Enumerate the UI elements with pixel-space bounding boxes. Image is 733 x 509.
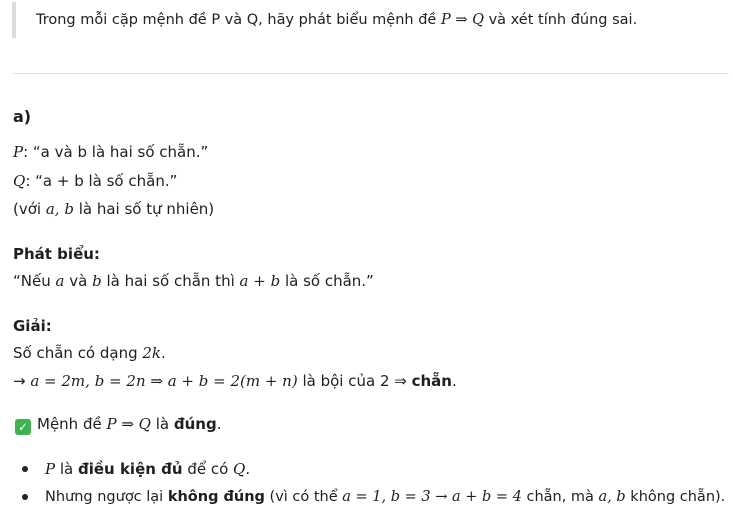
condition-note: (với a, b là hai số tự nhiên) — [13, 200, 215, 218]
proposition-q: Q: “a + b là số chẵn.” — [13, 172, 178, 190]
giai-heading: Giải: — [13, 317, 52, 335]
bullet-dot — [22, 494, 28, 500]
verdict-line: ✓ Mệnh đề P ⇒ Q là đúng. — [15, 414, 222, 435]
proposition-p: P: “a và b là hai số chẵn.” — [13, 143, 209, 161]
phatbieu-heading: Phát biểu: — [13, 245, 100, 263]
section-divider — [12, 73, 729, 74]
phatbieu-statement: “Nếu a và b là hai số chẵn thì a + b là số chẵn.” — [13, 272, 374, 290]
check-icon: ✓ — [15, 419, 31, 435]
list-item: P là điều kiện đủ để có Q. — [45, 460, 251, 478]
implication-math: P ⇒ Q — [440, 12, 484, 28]
section-label: a) — [13, 107, 32, 126]
bullet-dot — [22, 466, 28, 472]
giai-line-1: Số chẵn có dạng 2k. — [13, 344, 166, 362]
task-quote — [12, 2, 637, 38]
giai-line-2: → a = 2m, b = 2n ⇒ a + b = 2(m + n) là bội của 2 ⇒ chẵn. — [13, 372, 457, 390]
intro-text: Trong mỗi cặp mệnh đề P và Q, hãy phát biểu mệnh đề P ⇒ Q và xét tính đúng sai. — [36, 12, 638, 28]
list-item: Nhưng ngược lại không đúng (vì có thể a = 1, b = 3 → a + b = 4 chẵn, mà a, b không chẵn). — [45, 489, 726, 505]
